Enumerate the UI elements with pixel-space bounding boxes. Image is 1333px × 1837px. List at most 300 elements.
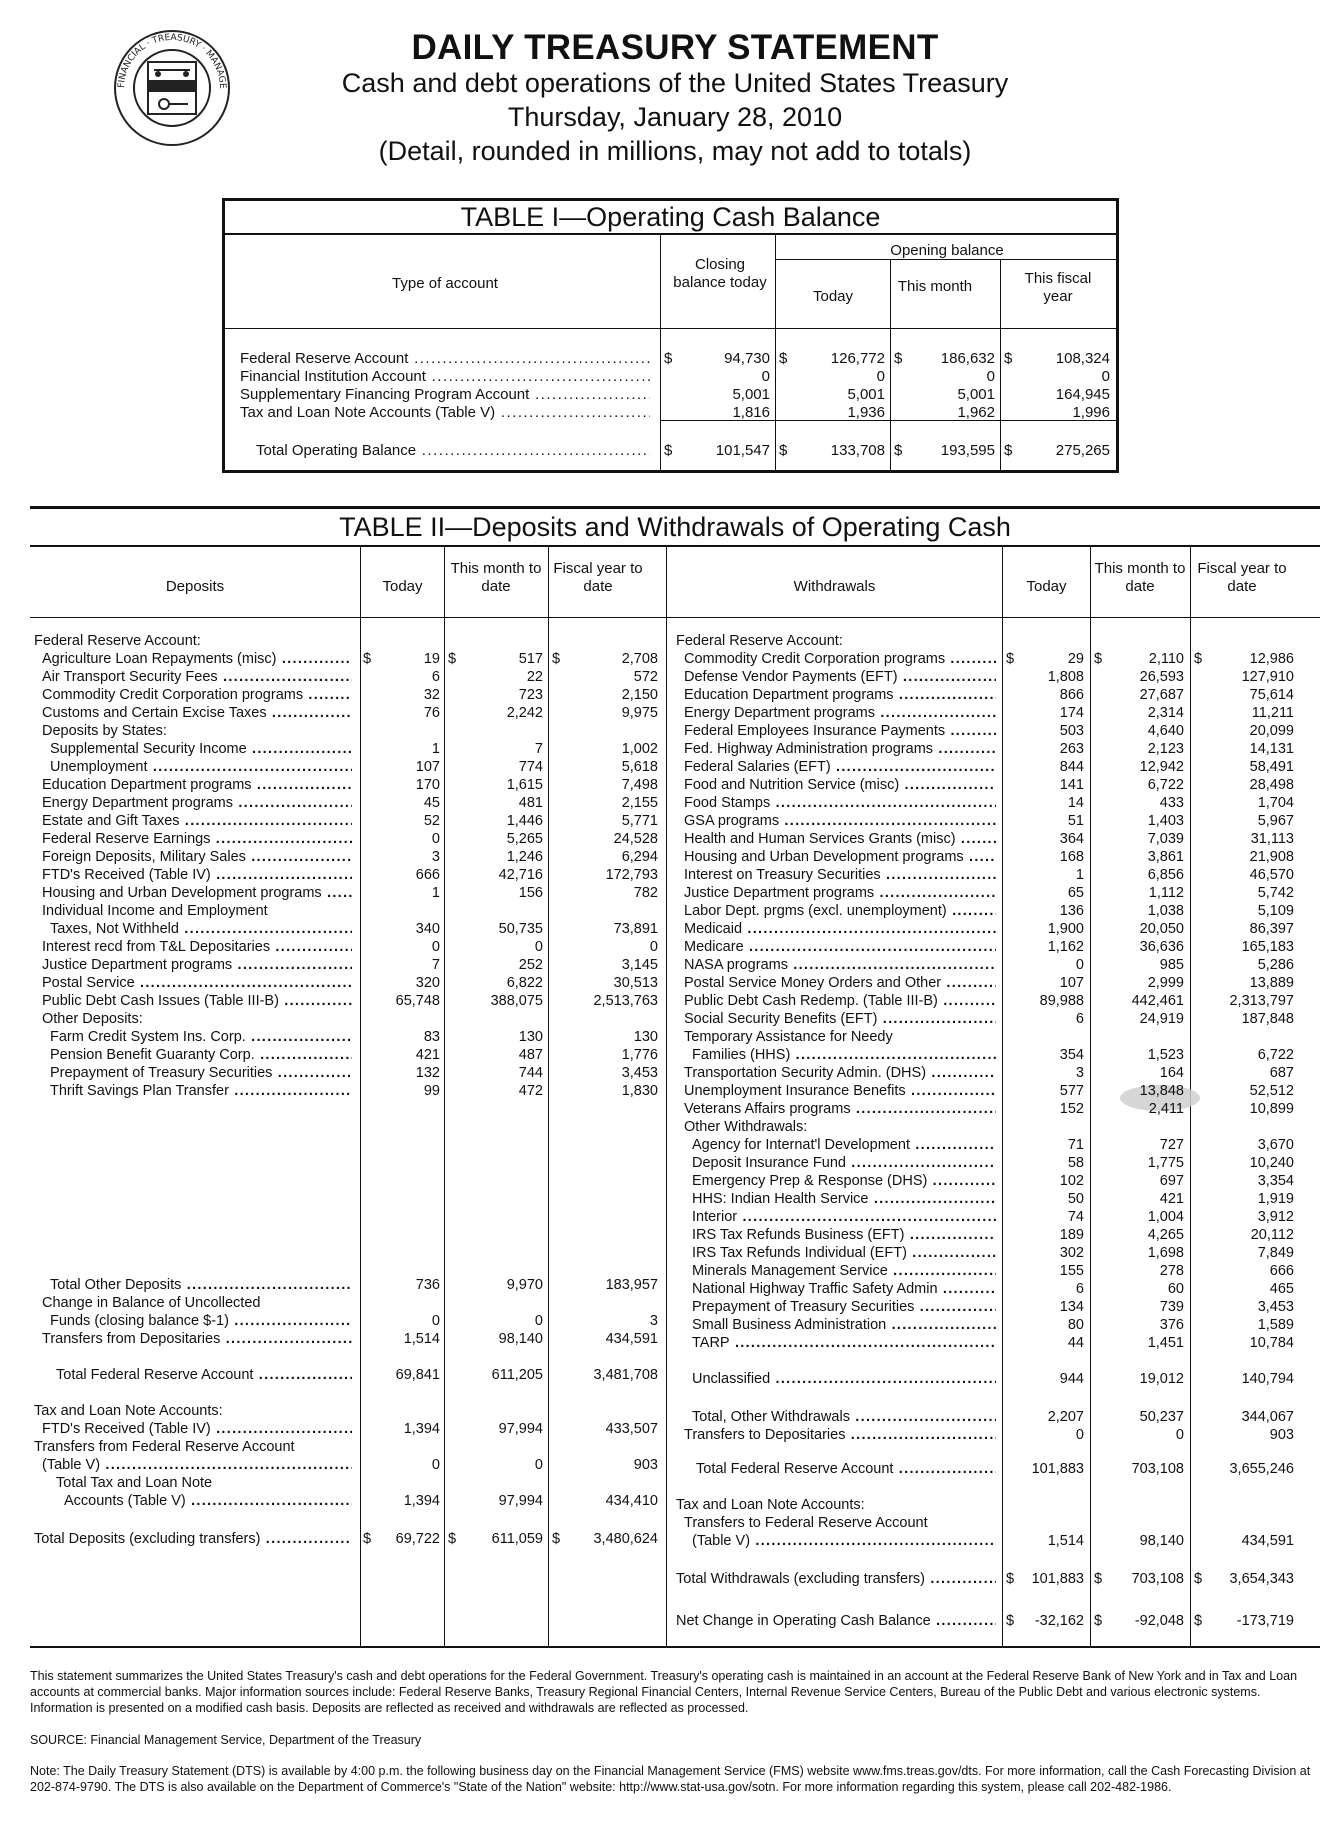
withdrawals-cell-t: 1 — [1075, 867, 1084, 883]
withdrawals-cell-m: 98,140 — [1139, 1533, 1184, 1549]
withdrawals-cell-t: 1,514 — [1047, 1533, 1084, 1549]
withdrawals-cell-t: 844 — [1059, 759, 1084, 775]
svg-text:FINANCIAL · TREASURY · MANAGEM: FINANCIAL · TREASURY · MANAGE — [116, 32, 228, 89]
withdrawals-cell-m: 1,775 — [1147, 1155, 1184, 1171]
withdrawals-row-label: Federal Salaries (EFT) ..... — [684, 759, 996, 775]
withdrawals-cell-f: 12,986 — [1249, 651, 1294, 667]
deposits-cell-t: 1,394 — [403, 1493, 440, 1509]
withdrawals-cell-m: 26,593 — [1139, 669, 1184, 685]
withdrawals-cell-m: 2,110 — [1148, 651, 1184, 667]
deposits-header: Deposits — [165, 578, 225, 595]
table1-col-month: This month — [897, 278, 973, 295]
withdrawals-cell-t: 0 — [1075, 957, 1084, 973]
deposits-cell-t: 76 — [423, 705, 440, 721]
withdrawals-row-label: Transfers to Federal Reserve Account — [684, 1515, 928, 1531]
withdrawals-cell-f: 86,397 — [1249, 921, 1294, 937]
deposits-row-label: Deposits by States: — [42, 723, 167, 739]
deposits-cell-m: 50,735 — [498, 921, 543, 937]
deposits-cell-m: 487 — [518, 1047, 543, 1063]
deposits-cell-m: 774 — [518, 759, 543, 775]
withdrawals-cell-t: 1,808 — [1047, 669, 1084, 685]
withdrawals-cell-m: 13,848 — [1139, 1083, 1184, 1099]
withdrawals-cell-m: 2,123 — [1147, 741, 1184, 757]
deposits-cell-f: 433,507 — [605, 1421, 658, 1437]
deposits-cell-f: 24,528 — [613, 831, 658, 847]
deposits-cell-m: 0 — [534, 1313, 543, 1329]
withdrawals-cell-t: 2,207 — [1047, 1409, 1084, 1425]
withdrawals-cell-t: 6 — [1075, 1011, 1084, 1027]
deposits-row-label: Public Debt Cash Issues (Table III-B) ..... — [42, 993, 352, 1009]
deposits-cell-f: 73,891 — [613, 921, 658, 937]
table1-cell-f: 164,945 — [1055, 386, 1110, 403]
withdrawals-row-label: Prepayment of Treasury Securities ..... — [692, 1299, 996, 1315]
deposits-row-label: Education Department programs ..... — [42, 777, 352, 793]
withdrawals-cell-t: 50 — [1067, 1191, 1084, 1207]
table1-cell-t: 126,772 — [830, 350, 885, 367]
dollar-sign: $ — [1194, 651, 1203, 667]
deposits-cell-t: 0 — [431, 1313, 440, 1329]
withdrawals-cell-m: 985 — [1159, 957, 1184, 973]
withdrawals-row-label: Minerals Management Service ..... — [692, 1263, 996, 1279]
deposits-cell-t: 170 — [415, 777, 440, 793]
deposits-cell-m: 472 — [518, 1083, 543, 1099]
withdrawals-cell-f: 10,240 — [1249, 1155, 1294, 1171]
withdrawals-cell-t: 65 — [1067, 885, 1084, 901]
withdrawals-cell-m: 433 — [1159, 795, 1184, 811]
deposits-row-label: Individual Income and Employment — [42, 903, 268, 919]
withdrawals-cell-m: 6,856 — [1147, 867, 1184, 883]
withdrawals-cell-f: 28,498 — [1249, 777, 1294, 793]
withdrawals-cell-m: 164 — [1159, 1065, 1184, 1081]
deposits-cell-t: 0 — [431, 831, 440, 847]
deposits-cell-t: 320 — [415, 975, 440, 991]
deposits-cell-t: 1,514 — [403, 1331, 440, 1347]
table1-row-label: Federal Reserve Account ..... — [240, 350, 650, 367]
table1-cell-t: 1,936 — [847, 404, 885, 421]
withdrawals-row-label: Families (HHS) ..... — [692, 1047, 996, 1063]
table1-cell-t: 5,001 — [847, 386, 885, 403]
deposits-cell-m: 9,970 — [506, 1277, 543, 1293]
withdrawals-cell-t: 14 — [1067, 795, 1084, 811]
dollar-sign: $ — [552, 651, 561, 667]
withdrawals-cell-m: 19,012 — [1139, 1371, 1184, 1387]
withdrawals-cell-m: 703,108 — [1131, 1461, 1184, 1477]
table1-frame — [222, 198, 1119, 473]
deposits-cell-m: 0 — [534, 1457, 543, 1473]
table1-col-opening: Opening balance — [890, 242, 1004, 259]
withdrawals-cell-m: 4,265 — [1147, 1227, 1184, 1243]
withdrawals-cell-f: 10,784 — [1249, 1335, 1294, 1351]
withdrawals-row-label: HHS: Indian Health Service ..... — [692, 1191, 996, 1207]
table1-cell-f: 0 — [1101, 368, 1110, 385]
table1-col-type: Type of account — [392, 275, 498, 292]
deposits-cell-t: 0 — [431, 1457, 440, 1473]
dollar-sign: $ — [1004, 442, 1013, 459]
withdrawals-cell-m: 2,411 — [1148, 1101, 1184, 1117]
withdrawals-cell-t: 29 — [1067, 651, 1084, 667]
withdrawals-cell-f: 11,211 — [1251, 705, 1294, 721]
deposits-cell-t: 99 — [423, 1083, 440, 1099]
withdrawals-cell-m: 50,237 — [1139, 1409, 1184, 1425]
withdrawals-cell-f: 666 — [1269, 1263, 1294, 1279]
withdrawals-row-label: Net Change in Operating Cash Balance ..... — [676, 1613, 996, 1629]
deposits-cell-f: 2,513,763 — [593, 993, 658, 1009]
withdrawals-row-label: IRS Tax Refunds Individual (EFT) ..... — [692, 1245, 996, 1261]
deposits-cell-m: 252 — [518, 957, 543, 973]
withdrawals-cell-m: 3,861 — [1147, 849, 1184, 865]
withdrawals-cell-m: 1,038 — [1147, 903, 1184, 919]
deposits-cell-m: 744 — [518, 1065, 543, 1081]
withdrawals-cell-t: 302 — [1059, 1245, 1084, 1261]
withdrawals-row-label: Housing and Urban Development programs ..... — [684, 849, 996, 865]
table1-total-t: 133,708 — [830, 442, 885, 459]
deposits-cell-m: 611,205 — [491, 1367, 543, 1383]
withdrawals-cell-t: 155 — [1059, 1263, 1084, 1279]
withdrawals-cell-m: 1,451 — [1147, 1335, 1184, 1351]
withdrawals-row-label: TARP ..... — [692, 1335, 996, 1351]
deposits-cell-f: 1,776 — [621, 1047, 658, 1063]
deposits-row-label: Prepayment of Treasury Securities ..... — [50, 1065, 352, 1081]
deposits-row-label: Customs and Certain Excise Taxes ..... — [42, 705, 352, 721]
withdrawals-cell-m: 1,698 — [1147, 1245, 1184, 1261]
withdrawals-row-label: Energy Department programs ..... — [684, 705, 996, 721]
deposits-cell-f: 5,618 — [621, 759, 658, 775]
dollar-sign: $ — [1004, 350, 1013, 367]
deposits-cell-f: 572 — [633, 669, 658, 685]
withdrawals-cell-m: 2,314 — [1147, 705, 1184, 721]
dollar-sign: $ — [664, 442, 673, 459]
dollar-sign: $ — [779, 350, 788, 367]
page-title: DAILY TREASURY STATEMENT — [411, 28, 939, 67]
withdrawals-cell-f: 3,354 — [1257, 1173, 1294, 1189]
withdrawals-cell-t: 866 — [1059, 687, 1084, 703]
table1-cell-m: 5,001 — [957, 386, 995, 403]
deposits-cell-f: 3,453 — [621, 1065, 658, 1081]
deposits-cell-f: 2,150 — [621, 687, 658, 703]
deposits-row-label: Thrift Savings Plan Transfer ..... — [50, 1083, 352, 1099]
deposits-cell-f: 2,155 — [621, 795, 658, 811]
table1-cell-c: 0 — [761, 368, 770, 385]
withdrawals-cell-t: 1,162 — [1047, 939, 1084, 955]
dollar-sign: $ — [894, 350, 903, 367]
deposits-cell-t: 52 — [423, 813, 440, 829]
deposits-row-label: Foreign Deposits, Military Sales ..... — [42, 849, 352, 865]
deposits-row-label: Total Other Deposits ..... — [50, 1277, 352, 1293]
withdrawals-cell-t: 141 — [1059, 777, 1084, 793]
table1-cell-m: 1,962 — [957, 404, 995, 421]
withdrawals-cell-f: 187,848 — [1241, 1011, 1294, 1027]
withdrawals-row-label: Commodity Credit Corporation programs ..... — [684, 651, 996, 667]
deposits-cell-t: 83 — [423, 1029, 440, 1045]
withdrawals-cell-t: 89,988 — [1039, 993, 1084, 1009]
withdrawals-row-label: Postal Service Money Orders and Other ..... — [684, 975, 996, 991]
deposits-row-label: Change in Balance of Uncollected — [42, 1295, 261, 1311]
withdrawals-cell-m: 727 — [1159, 1137, 1184, 1153]
table1-cell-c: 5,001 — [732, 386, 770, 403]
withdrawals-row-label: Unclassified ..... — [692, 1371, 996, 1387]
withdrawals-cell-t: 0 — [1075, 1427, 1084, 1443]
deposits-row-label: Transfers from Depositaries ..... — [42, 1331, 352, 1347]
deposits-row-label: Federal Reserve Account: — [34, 633, 201, 649]
withdrawals-cell-t: 102 — [1059, 1173, 1084, 1189]
withdrawals-row-label: Public Debt Cash Redemp. (Table III-B) ..... — [684, 993, 996, 1009]
dollar-sign: $ — [1194, 1613, 1203, 1629]
withdrawals-row-label: Labor Dept. prgms (excl. unemployment) ..... — [684, 903, 996, 919]
withdrawals-cell-f: 10,899 — [1249, 1101, 1294, 1117]
deposits-row-label: Postal Service ..... — [42, 975, 352, 991]
withdrawals-row-label: Deposit Insurance Fund ..... — [692, 1155, 996, 1171]
deposits-cell-m: 611,059 — [491, 1531, 543, 1547]
withdrawals-cell-f: 434,591 — [1241, 1533, 1294, 1549]
deposits-row-label: Total Tax and Loan Note — [56, 1475, 213, 1491]
dollar-sign: $ — [779, 442, 788, 459]
deposits-cell-f: 3,480,624 — [593, 1531, 658, 1547]
withdrawals-row-label: Temporary Assistance for Needy — [684, 1029, 893, 1045]
deposits-row-label: Unemployment ..... — [50, 759, 352, 775]
deposits-row-label: FTD's Received (Table IV) ..... — [42, 867, 352, 883]
withdrawals-col-fiscal: Fiscal year to date — [1197, 560, 1287, 595]
withdrawals-cell-t: 1,900 — [1047, 921, 1084, 937]
withdrawals-cell-t: 107 — [1059, 975, 1084, 991]
withdrawals-cell-f: 140,794 — [1241, 1371, 1294, 1387]
deposits-cell-t: 107 — [415, 759, 440, 775]
withdrawals-cell-f: 1,919 — [1257, 1191, 1294, 1207]
deposits-row-label: Justice Department programs ..... — [42, 957, 352, 973]
withdrawals-cell-t: 101,883 — [1031, 1461, 1084, 1477]
deposits-cell-t: 1 — [431, 885, 440, 901]
deposits-cell-m: 1,246 — [506, 849, 543, 865]
dollar-sign: $ — [448, 651, 457, 667]
withdrawals-cell-t: 189 — [1059, 1227, 1084, 1243]
table1-total-label: Total Operating Balance ..... — [256, 442, 650, 459]
withdrawals-row-label: Agency for Internat'l Development ..... — [692, 1137, 996, 1153]
withdrawals-row-label: Unemployment Insurance Benefits ..... — [684, 1083, 996, 1099]
withdrawals-cell-t: 263 — [1059, 741, 1084, 757]
deposits-cell-f: 1,830 — [621, 1083, 658, 1099]
withdrawals-cell-m: 12,942 — [1139, 759, 1184, 775]
withdrawals-cell-t: 503 — [1059, 723, 1084, 739]
table1-cell-f: 1,996 — [1072, 404, 1110, 421]
deposits-col-today: Today — [382, 578, 423, 595]
withdrawals-cell-m: 1,523 — [1147, 1047, 1184, 1063]
dollar-sign: $ — [1006, 651, 1015, 667]
dollar-sign: $ — [1194, 1571, 1203, 1587]
dollar-sign: $ — [1006, 1571, 1015, 1587]
deposits-cell-m: 723 — [518, 687, 543, 703]
withdrawals-header: Withdrawals — [793, 578, 876, 595]
withdrawals-cell-f: 5,967 — [1257, 813, 1294, 829]
table1-cell-m: 186,632 — [940, 350, 995, 367]
deposits-cell-m: 481 — [518, 795, 543, 811]
withdrawals-row-label: Small Business Administration ..... — [692, 1317, 996, 1333]
deposits-row-label: Farm Credit System Ins. Corp. ..... — [50, 1029, 352, 1045]
withdrawals-row-label: NASA programs ..... — [684, 957, 996, 973]
withdrawals-cell-f: 20,099 — [1249, 723, 1294, 739]
withdrawals-cell-f: 20,112 — [1250, 1227, 1294, 1243]
deposits-cell-f: 3 — [649, 1313, 658, 1329]
withdrawals-cell-m: 7,039 — [1147, 831, 1184, 847]
table1-col-fiscal: This fiscal year — [1024, 270, 1092, 305]
deposits-cell-f: 9,975 — [621, 705, 658, 721]
deposits-cell-m: 42,716 — [498, 867, 543, 883]
withdrawals-col-month: This month to date — [1094, 560, 1186, 595]
dollar-sign: $ — [894, 442, 903, 459]
deposits-cell-f: 903 — [633, 1457, 658, 1473]
deposits-cell-t: 340 — [415, 921, 440, 937]
withdrawals-cell-f: 31,113 — [1250, 831, 1294, 847]
withdrawals-cell-t: 44 — [1067, 1335, 1084, 1351]
withdrawals-row-label: Education Department programs ..... — [684, 687, 996, 703]
deposits-col-fiscal: Fiscal year to date — [553, 560, 643, 595]
withdrawals-cell-m: 739 — [1159, 1299, 1184, 1315]
withdrawals-cell-f: 344,067 — [1241, 1409, 1294, 1425]
dollar-sign: $ — [1094, 1613, 1103, 1629]
dollar-sign: $ — [1094, 1571, 1103, 1587]
withdrawals-row-label: (Table V) ..... — [692, 1533, 996, 1549]
deposits-cell-t: 132 — [415, 1065, 440, 1081]
withdrawals-cell-t: 6 — [1075, 1281, 1084, 1297]
dollar-sign: $ — [1006, 1613, 1015, 1629]
deposits-cell-m: 517 — [518, 651, 543, 667]
deposits-row-label: Commodity Credit Corporation programs ..... — [42, 687, 352, 703]
withdrawals-cell-m: 278 — [1159, 1263, 1184, 1279]
withdrawals-cell-t: 74 — [1067, 1209, 1084, 1225]
withdrawals-cell-m: 0 — [1175, 1427, 1184, 1443]
withdrawals-row-label: Medicare ..... — [684, 939, 996, 955]
dollar-sign: $ — [363, 651, 372, 667]
withdrawals-cell-m: 703,108 — [1131, 1571, 1184, 1587]
deposits-cell-f: 2,708 — [621, 651, 658, 667]
withdrawals-row-label: Medicaid ..... — [684, 921, 996, 937]
withdrawals-cell-m: 1,403 — [1147, 813, 1184, 829]
deposits-cell-t: 32 — [423, 687, 440, 703]
withdrawals-cell-f: 46,570 — [1249, 867, 1294, 883]
deposits-cell-f: 30,513 — [613, 975, 658, 991]
withdrawals-cell-f: 5,742 — [1257, 885, 1294, 901]
deposits-cell-t: 69,722 — [395, 1531, 440, 1547]
dollar-sign: $ — [363, 1531, 372, 1547]
withdrawals-row-label: Food Stamps ..... — [684, 795, 996, 811]
deposits-row-label: (Table V) ..... — [42, 1457, 352, 1473]
table1-title: TABLE I—Operating Cash Balance — [460, 202, 881, 232]
deposits-cell-m: 6,822 — [506, 975, 543, 991]
table1-col-today: Today — [812, 288, 854, 305]
withdrawals-cell-f: 1,589 — [1257, 1317, 1294, 1333]
withdrawals-cell-f: 1,704 — [1257, 795, 1294, 811]
dollar-sign: $ — [448, 1531, 457, 1547]
deposits-row-label: Accounts (Table V) ..... — [64, 1493, 352, 1509]
deposits-cell-f: 0 — [649, 939, 658, 955]
withdrawals-row-label: Other Withdrawals: — [684, 1119, 808, 1135]
table1-cell-c: 1,816 — [732, 404, 770, 421]
deposits-cell-t: 736 — [415, 1277, 440, 1293]
withdrawals-cell-t: 51 — [1067, 813, 1084, 829]
withdrawals-cell-m: 6,722 — [1147, 777, 1184, 793]
withdrawals-row-label: Defense Vendor Payments (EFT) ..... — [684, 669, 996, 685]
deposits-cell-f: 183,957 — [605, 1277, 658, 1293]
deposits-cell-t: 1,394 — [403, 1421, 440, 1437]
withdrawals-cell-m: 27,687 — [1139, 687, 1184, 703]
deposits-row-label: Pension Benefit Guaranty Corp. ..... — [50, 1047, 352, 1063]
footer-summary: This statement summarizes the United States Treasury's cash and debt operations for the Federal Government. Treasury's operating cash is maintained in an account at the Federal Reserve Bank of New York and in Tax and Loan accounts at commercial banks. Major information sources include: Federal Reserve Banks, Treasury Regional Financial Centers, Internal Revenue Service Centers, Bureau of the Public Debt and various electronic systems. Information is presented on a modified cash basis. Deposits are reflected as received and withdrawals are reflected as processed. — [30, 1669, 1298, 1715]
withdrawals-cell-m: 60 — [1167, 1281, 1184, 1297]
withdrawals-cell-m: 4,640 — [1147, 723, 1184, 739]
withdrawals-cell-t: 101,883 — [1031, 1571, 1084, 1587]
deposits-row-label: Federal Reserve Earnings ..... — [42, 831, 352, 847]
deposits-row-label: Funds (closing balance $-1) ..... — [50, 1313, 352, 1329]
deposits-row-label: FTD's Received (Table IV) ..... — [42, 1421, 352, 1437]
withdrawals-cell-t: 80 — [1067, 1317, 1084, 1333]
deposits-cell-f: 6,294 — [621, 849, 658, 865]
withdrawals-row-label: Tax and Loan Note Accounts: — [676, 1497, 865, 1513]
deposits-cell-f: 7,498 — [621, 777, 658, 793]
withdrawals-cell-f: 465 — [1269, 1281, 1294, 1297]
deposits-cell-f: 130 — [633, 1029, 658, 1045]
withdrawals-cell-m: 376 — [1159, 1317, 1184, 1333]
withdrawals-cell-f: 687 — [1269, 1065, 1294, 1081]
withdrawals-row-label: Transfers to Depositaries ..... — [684, 1427, 996, 1443]
deposits-row-label: Total Deposits (excluding transfers) ..... — [34, 1531, 352, 1547]
withdrawals-cell-m: 442,461 — [1131, 993, 1184, 1009]
withdrawals-cell-m: 697 — [1159, 1173, 1184, 1189]
withdrawals-cell-t: 152 — [1059, 1101, 1084, 1117]
deposits-cell-m: 1,446 — [506, 813, 543, 829]
withdrawals-cell-f: 13,889 — [1249, 975, 1294, 991]
withdrawals-cell-m: 1,112 — [1148, 885, 1184, 901]
deposits-cell-t: 45 — [423, 795, 440, 811]
deposits-cell-t: 0 — [431, 939, 440, 955]
table1-total-m: 193,595 — [940, 442, 995, 459]
withdrawals-cell-t: 136 — [1059, 903, 1084, 919]
deposits-col-month: This month to date — [450, 560, 542, 595]
deposits-cell-f: 434,591 — [605, 1331, 658, 1347]
withdrawals-cell-f: 3,912 — [1257, 1209, 1294, 1225]
table1-cell-t: 0 — [876, 368, 885, 385]
deposits-row-label: Interest recd from T&L Depositaries ..... — [42, 939, 352, 955]
table1-total-c: 101,547 — [715, 442, 770, 459]
dollar-sign: $ — [664, 350, 673, 367]
deposits-cell-f: 1,002 — [621, 741, 658, 757]
treasury-seal-logo — [112, 28, 232, 148]
withdrawals-cell-t: 174 — [1059, 705, 1084, 721]
deposits-row-label: Other Deposits: — [42, 1011, 143, 1027]
deposits-row-label: Estate and Gift Taxes ..... — [42, 813, 352, 829]
footer-note: Note: The Daily Treasury Statement (DTS) is available by 4:00 p.m. the following business day on the Financial Management Service (FMS) website www.fms.treas.gov/dts. For more information, call the Cash Forecasting Division at 202-874-9790. The DTS is also available on the Department of Commerce's "State of the Nation" website: http://www.stat-usa.gov/sotn. For more information regarding this system, please call 202-482-1986. — [30, 1764, 1311, 1794]
withdrawals-row-label: Social Security Benefits (EFT) ..... — [684, 1011, 996, 1027]
withdrawals-cell-m: 20,050 — [1139, 921, 1184, 937]
withdrawals-row-label: Interior ..... — [692, 1209, 996, 1225]
withdrawals-cell-f: 6,722 — [1257, 1047, 1294, 1063]
deposits-cell-m: 98,140 — [498, 1331, 543, 1347]
withdrawals-cell-m: -92,048 — [1134, 1613, 1184, 1629]
withdrawals-cell-m: 1,004 — [1147, 1209, 1184, 1225]
withdrawals-cell-f: 903 — [1269, 1427, 1294, 1443]
table1-col-closing: Closing balance today — [673, 256, 767, 291]
deposits-cell-m: 1,615 — [506, 777, 543, 793]
withdrawals-cell-t: 3 — [1075, 1065, 1084, 1081]
withdrawals-cell-t: 354 — [1059, 1047, 1084, 1063]
withdrawals-col-today: Today — [1026, 578, 1067, 595]
withdrawals-cell-f: -173,719 — [1236, 1613, 1294, 1629]
deposits-cell-m: 388,075 — [490, 993, 543, 1009]
dollar-sign: $ — [552, 1531, 561, 1547]
deposits-cell-t: 421 — [415, 1047, 440, 1063]
withdrawals-cell-t: 168 — [1059, 849, 1084, 865]
withdrawals-cell-f: 52,512 — [1249, 1083, 1294, 1099]
deposits-cell-f: 3,481,708 — [593, 1367, 658, 1383]
withdrawals-cell-f: 3,453 — [1257, 1299, 1294, 1315]
withdrawals-row-label: Emergency Prep & Response (DHS) ..... — [692, 1173, 996, 1189]
